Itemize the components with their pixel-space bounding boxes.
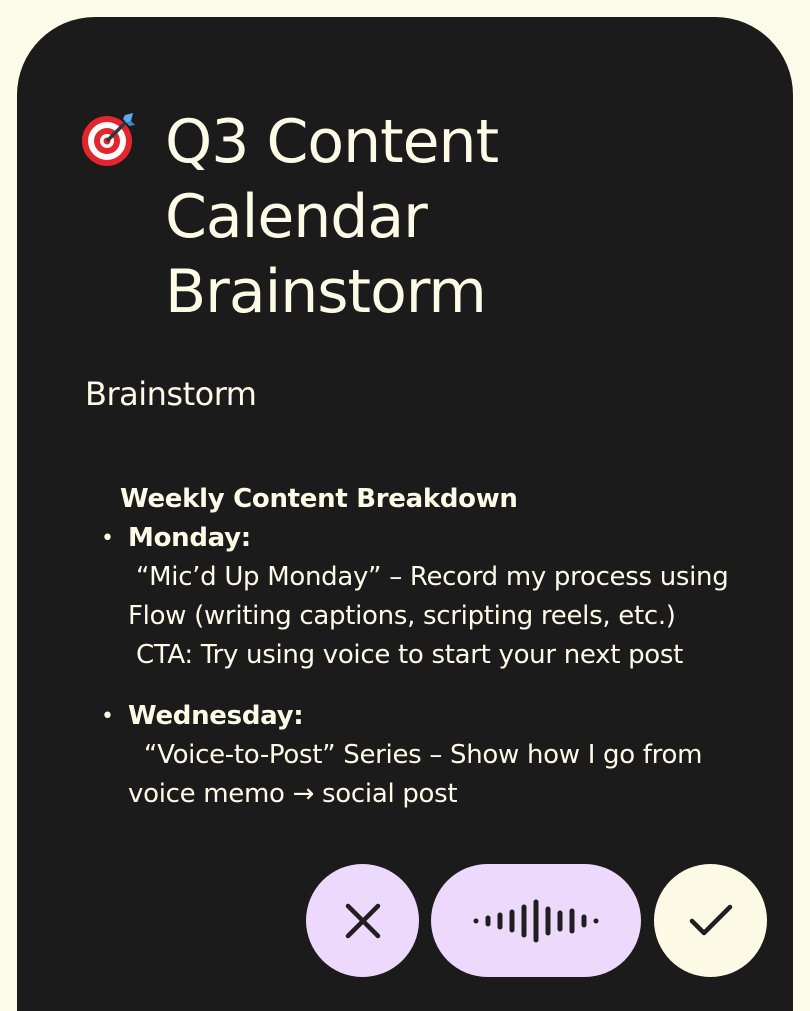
voice-input-button[interactable] — [431, 864, 641, 977]
target-icon — [81, 111, 137, 167]
close-icon — [343, 901, 383, 941]
note-card — [17, 17, 793, 1011]
day-list — [101, 519, 761, 814]
day-cta: CTA: Try using voice to start your next post — [128, 640, 684, 670]
subheading: Weekly Content Breakdown — [120, 484, 518, 514]
bullet: • — [101, 704, 114, 729]
section-heading: Brainstorm — [85, 375, 257, 413]
note-body — [101, 480, 761, 836]
day-description: “Mic’d Up Monday” – Record my process using Flow (writing captions, scripting reels, etc.) — [128, 562, 729, 631]
bullet: • — [101, 526, 114, 551]
confirm-button[interactable] — [654, 864, 767, 977]
day-name: Monday: — [128, 523, 251, 553]
day-description: “Voice-to-Post” Series – Show how I go from voice memo → social post — [128, 740, 703, 809]
waveform-icon — [472, 897, 600, 945]
checkmark-icon — [688, 903, 734, 939]
list-item-monday — [101, 519, 761, 675]
cancel-button[interactable] — [306, 864, 419, 977]
day-name: Wednesday: — [128, 701, 304, 731]
list-item-wednesday — [101, 697, 761, 814]
note-title: Q3 Content Calendar Brainstorm — [165, 107, 499, 327]
